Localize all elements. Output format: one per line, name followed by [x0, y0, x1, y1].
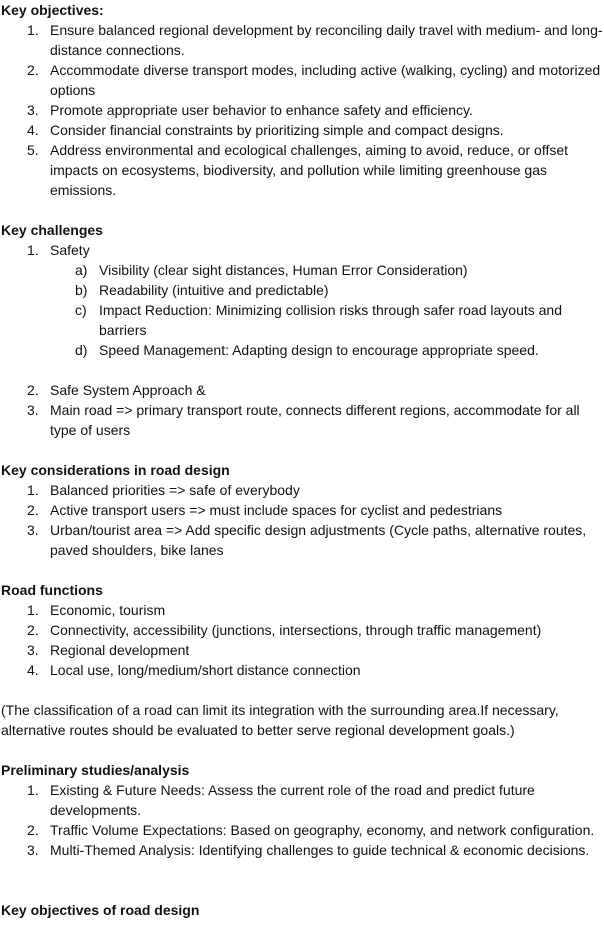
item-text: Traffic Volume Expectations: Based on geography, economy, and network configuration.: [50, 822, 595, 838]
item-number: 1.: [27, 242, 39, 258]
spacer: [1, 860, 604, 880]
road-functions-list: [1, 600, 604, 680]
item-number: 2.: [27, 62, 39, 78]
item-text: Address environmental and ecological challenges, aiming to avoid, reduce, or offset impacts on ecosystems, biodiversity, and pollution while limiting greenhouse gas emissions.: [50, 142, 569, 198]
list-item: [1, 60, 604, 100]
item-text: Balanced priorities => safe of everybody: [50, 482, 300, 498]
list-item: [1, 840, 604, 860]
item-number: 2.: [27, 822, 39, 838]
section-heading-key-objectives: Key objectives:: [1, 2, 104, 18]
item-number: 4.: [27, 662, 39, 678]
road-classification-note: (The classification of a road can limit its integration with the surrounding area.If necessary, alternative routes should be evaluated to better serve regional development goals.): [1, 702, 559, 738]
sub-list-item: [1, 280, 604, 300]
list-item: [1, 100, 604, 120]
item-text: Safe System Approach &: [50, 382, 206, 398]
item-text: Safety: [50, 242, 90, 258]
section-heading-preliminary-studies: Preliminary studies/analysis: [1, 762, 190, 778]
item-number: 3.: [27, 402, 39, 418]
list-item-safety: [1, 240, 604, 260]
item-text: Existing & Future Needs: Assess the current role of the road and predict future developments.: [50, 782, 535, 818]
item-number: 3.: [27, 842, 39, 858]
list-item: [1, 500, 604, 520]
list-item: [1, 520, 604, 560]
safety-sublist: [1, 260, 604, 360]
sub-item-letter: d): [75, 342, 88, 358]
list-item: [1, 140, 604, 200]
sub-item-letter: a): [75, 262, 88, 278]
item-number: 1.: [27, 602, 39, 618]
key-challenges-list: [1, 240, 604, 260]
item-number: 1.: [27, 22, 39, 38]
item-text: Ensure balanced regional development by reconciling daily travel with medium- and long-distance connections.: [50, 22, 603, 58]
list-item: [1, 820, 604, 840]
item-text: Consider financial constraints by prioritizing simple and compact designs.: [50, 122, 504, 138]
list-item: [1, 20, 604, 60]
item-number: 3.: [27, 102, 39, 118]
sub-list-item: [1, 260, 604, 280]
sub-item-letter: c): [75, 302, 87, 318]
item-text: Promote appropriate user behavior to enhance safety and efficiency.: [50, 102, 473, 118]
key-objectives-list: [1, 20, 604, 200]
spacer: [1, 880, 604, 900]
item-number: 1.: [27, 482, 39, 498]
item-text: Local use, long/medium/short distance connection: [50, 662, 361, 678]
sub-item-text: Readability (intuitive and predictable): [99, 282, 329, 298]
item-text: Accommodate diverse transport modes, including active (walking, cycling) and motorized options: [50, 62, 601, 98]
item-text: Urban/tourist area => Add specific design adjustments (Cycle paths, alternative routes, paved shoulders, bike lanes: [50, 522, 587, 558]
sub-list-item: [1, 340, 604, 360]
section-heading-road-functions: Road functions: [1, 582, 103, 598]
sub-item-text: Visibility (clear sight distances, Human Error Consideration): [99, 262, 468, 278]
spacer: [1, 740, 604, 760]
sub-item-text: Speed Management: Adapting design to encourage appropriate speed.: [99, 342, 539, 358]
spacer: [1, 560, 604, 580]
list-item: [1, 480, 604, 500]
item-number: 1.: [27, 782, 39, 798]
item-text: Economic, tourism: [50, 602, 166, 618]
item-number: 4.: [27, 122, 39, 138]
sub-list-item: [1, 300, 604, 340]
section-heading-key-challenges: Key challenges: [1, 222, 103, 238]
spacer: [1, 440, 604, 460]
list-item: [1, 600, 604, 620]
sub-item-letter: b): [75, 282, 88, 298]
list-item: [1, 640, 604, 660]
list-item: [1, 620, 604, 640]
item-text: Connectivity, accessibility (junctions, intersections, through traffic management): [50, 622, 542, 638]
list-item: [1, 780, 604, 820]
preliminary-studies-list: [1, 780, 604, 860]
list-item: [1, 660, 604, 680]
spacer: [1, 680, 604, 700]
section-heading-key-considerations: Key considerations in road design: [1, 462, 230, 478]
key-challenges-list-continued: [1, 380, 604, 440]
item-text: Regional development: [50, 642, 190, 658]
spacer: [1, 360, 604, 380]
section-heading-key-objectives-road-design: Key objectives of road design: [1, 902, 200, 918]
item-number: 2.: [27, 382, 39, 398]
item-text: Main road => primary transport route, connects different regions, accommodate for all type of users: [50, 402, 580, 438]
spacer: [1, 200, 604, 220]
item-number: 5.: [27, 142, 39, 158]
item-number: 2.: [27, 622, 39, 638]
item-number: 3.: [27, 642, 39, 658]
list-item: [1, 380, 604, 400]
key-considerations-list: [1, 480, 604, 560]
list-item: [1, 400, 604, 440]
list-item: [1, 120, 604, 140]
item-number: 2.: [27, 502, 39, 518]
sub-item-text: Impact Reduction: Minimizing collision risks through safer road layouts and barriers: [99, 302, 562, 338]
item-number: 3.: [27, 522, 39, 538]
item-text: Multi-Themed Analysis: Identifying challenges to guide technical & economic decisions.: [50, 842, 590, 858]
item-text: Active transport users => must include spaces for cyclist and pedestrians: [50, 502, 503, 518]
